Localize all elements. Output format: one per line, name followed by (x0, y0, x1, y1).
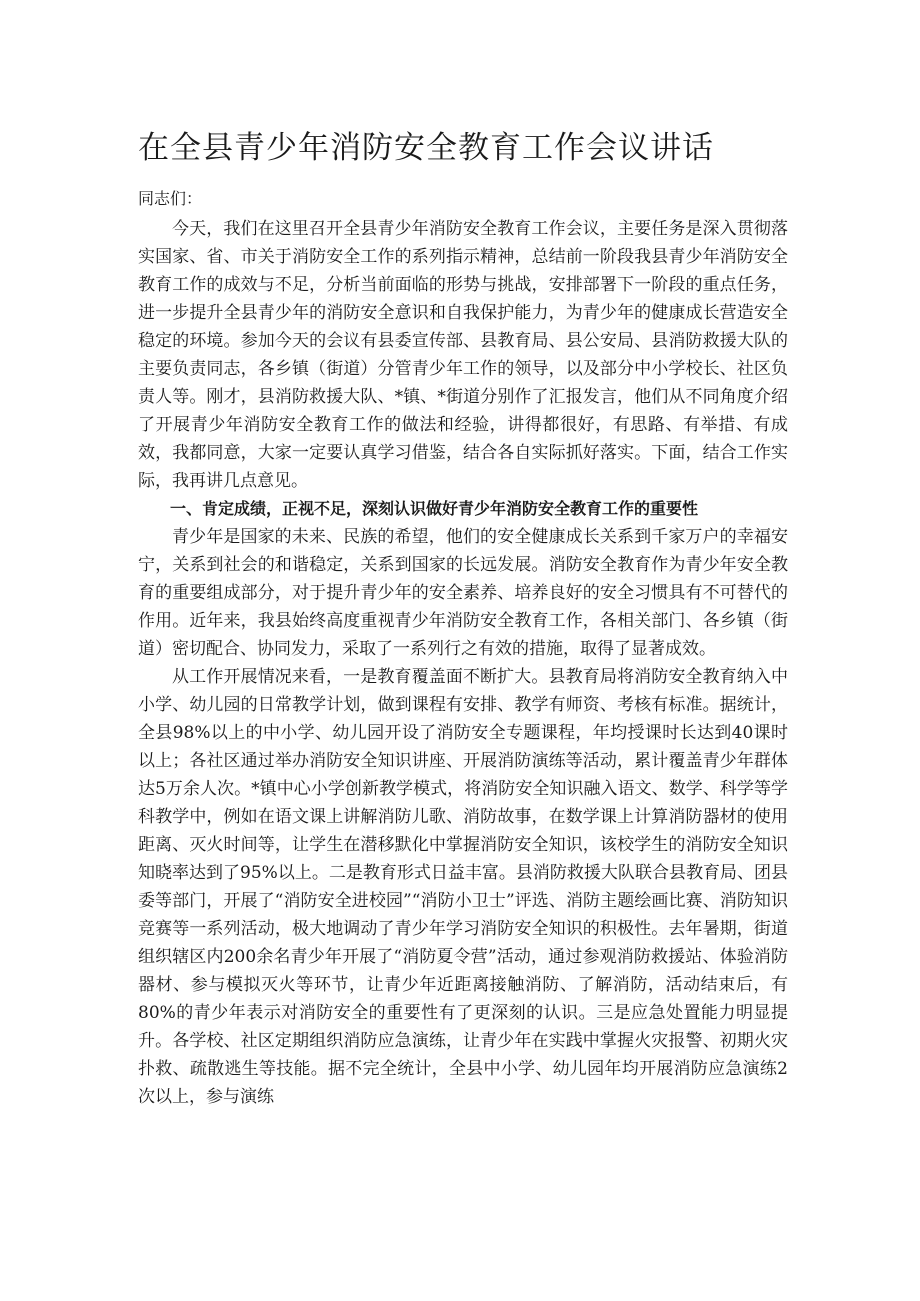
document-title: 在全县青少年消防安全教育工作会议讲话 (138, 130, 714, 166)
paragraph-opening: 今天，我们在这里召开全县青少年消防安全教育工作会议，主要任务是深入贯彻落实国家、省、市关于消防安全工作的系列指示精神，总结前一阶段我县青少年消防安全教育工作的成效与不足，分析当前面临的形势与挑战，安排部署下一阶段的重点任务，进一步提升全县青少年的消防安全意识和自我保护能力，为青少年的健康成长营造安全稳定的环境。参加今天的会议有县委宣传部、县教育局、县公安局、县消防救援大队的主要负责同志，各乡镇（街道）分管青少年工作的领导，以及部分中小学校长、社区负责人等。刚才，县消防救援大队、*镇、*街道分别作了汇报发言，他们从不同角度介绍了开展青少年消防安全教育工作的做法和经验，讲得都很好，有思路、有举措、有成效，我都同意，大家一定要认真学习借鉴，结合各自实际抓好落实。下面，结合工作实际，我再讲几点意见。 (138, 219, 788, 491)
document-body (138, 215, 788, 1111)
section-heading: 一、肯定成绩，正视不足，深刻认识做好青少年消防安全教育工作的重要性 (170, 499, 699, 518)
paragraph-importance: 青少年是国家的未来、民族的希望，他们的安全健康成长关系到千家万户的幸福安宁，关系到社会的和谐稳定，关系到国家的长远发展。消防安全教育作为青少年安全教育的重要组成部分，对于提升青少年的安全素养、培养良好的安全习惯具有不可替代的作用。近年来，我县始终高度重视青少年消防安全教育工作，各相关部门、各乡镇（街道）密切配合、协同发力，采取了一系列行之有效的措施，取得了显著成效。 (138, 527, 788, 659)
paragraph-progress: 从工作开展情况来看，一是教育覆盖面不断扩大。县教育局将消防安全教育纳入中小学、幼儿园的日常教学计划，做到课程有安排、教学有师资、考核有标准。据统计，全县98%以上的中小学、幼儿园开设了消防安全专题课程，年均授课时长达到40课时以上；各社区通过举办消防安全知识讲座、开展消防演练等活动，累计覆盖青少年群体达5万余人次。*镇中心小学创新教学模式，将消防安全知识融入语文、数学、科学等学科教学中，例如在语文课上讲解消防儿歌、消防故事，在数学课上计算消防器材的使用距离、灭火时间等，让学生在潜移默化中掌握消防安全知识，该校学生的消防安全知识知晓率达到了95%以上。二是教育形式日益丰富。县消防救援大队联合县教育局、团县委等部门，开展了“消防安全进校园”“消防小卫士”评选、消防主题绘画比赛、消防知识竞赛等一系列活动，极大地调动了青少年学习消防安全知识的积极性。去年暑期，街道组织辖区内200余名青少年开展了“消防夏令营”活动，通过参观消防救援站、体验消防器材、参与模拟灭火等环节，让青少年近距离接触消防、了解消防，活动结束后，有80%的青少年表示对消防安全的重要性有了更深刻的认识。三是应急处置能力明显提升。各学校、社区定期组织消防应急演练，让青少年在实践中掌握火灾报警、初期火灾扑救、疏散逃生等技能。据不完全统计，全县中小学、幼儿园年均开展消防应急演练2次以上，参与演练 (138, 667, 788, 1107)
salutation: 同志们： (138, 189, 203, 208)
